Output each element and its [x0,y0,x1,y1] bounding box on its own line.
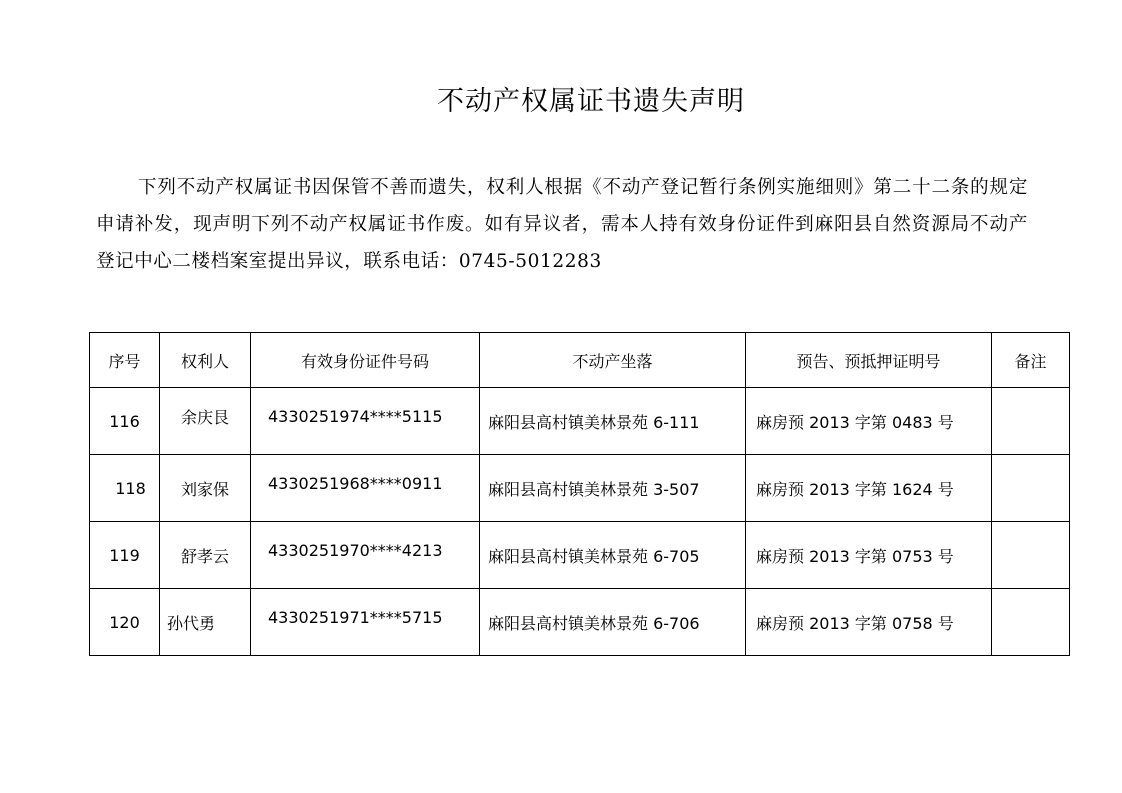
cell-note [992,455,1070,522]
cell-location [480,589,746,656]
header-note: 备注 [992,333,1070,388]
cell-id-number [251,589,480,656]
cell-id-number [251,522,480,589]
table-row [90,522,1070,589]
cell-location [480,522,746,589]
cell-id-number-text: 4330251968****0911 [268,473,443,493]
cell-id-number [251,455,480,522]
cell-id-number [251,388,480,455]
cell-seq [90,388,160,455]
cell-certificate [746,455,992,522]
cell-seq-text: 116 [109,411,140,431]
cell-certificate-text: 麻房预 2013 字第 0753 号 [756,546,954,566]
cell-certificate [746,589,992,656]
lost-certificate-table [89,332,1070,656]
cell-owner [160,455,251,522]
header-id-number: 有效身份证件号码 [251,333,480,388]
header-location: 不动产坐落 [480,333,746,388]
cell-certificate-text: 麻房预 2013 字第 1624 号 [756,479,954,499]
cell-note [992,388,1070,455]
cell-certificate-text: 麻房预 2013 字第 0483 号 [756,412,954,432]
header-seq: 序号 [90,333,160,388]
cell-note [992,522,1070,589]
header-certificate: 预告、预抵押证明号 [746,333,992,388]
cell-seq-text: 120 [109,612,140,632]
cell-id-number-text: 4330251974****5115 [268,406,443,426]
cell-owner [160,589,251,656]
cell-location [480,455,746,522]
cell-owner-text: 舒孝云 [180,546,229,566]
cell-location [480,388,746,455]
cell-owner-text: 孙代勇 [167,613,216,633]
table-row [90,388,1070,455]
cell-seq-text: 119 [109,545,140,565]
cell-certificate [746,388,992,455]
cell-certificate-text: 麻房预 2013 字第 0758 号 [756,613,954,633]
cell-seq [90,589,160,656]
notice-body: 下列不动产权属证书因保管不善而遗失，权利人根据《不动产登记暂行条例实施细则》第二十二条的规定申请补发，现声明下列不动产权属证书作废。如有异议者，需本人持有效身份证件到麻阳县自然资源局不动产登记中心二楼档案室提出异议，联系电话：0745-5012283 [96,177,1028,272]
cell-owner [160,388,251,455]
cell-owner [160,522,251,589]
cell-owner-text: 刘家保 [180,479,229,499]
document-title: 不动产权属证书遗失声明 [437,86,745,117]
table-row [90,455,1070,522]
cell-location-text: 麻阳县高村镇美林景苑 6-111 [488,412,700,432]
table-header-row [90,333,1070,388]
cell-id-number-text: 4330251971****5715 [268,607,443,627]
lost-certificate-table-container [89,332,1070,656]
cell-location-text: 麻阳县高村镇美林景苑 3-507 [488,479,700,499]
cell-location-text: 麻阳县高村镇美林景苑 6-706 [488,613,700,633]
cell-seq [90,522,160,589]
table-row [90,589,1070,656]
cell-certificate [746,522,992,589]
cell-location-text: 麻阳县高村镇美林景苑 6-705 [488,546,700,566]
cell-note [992,589,1070,656]
cell-owner-text: 余庆艮 [180,407,229,427]
cell-seq-text: 118 [115,478,146,498]
cell-seq [90,455,160,522]
cell-id-number-text: 4330251970****4213 [268,540,443,560]
header-owner: 权利人 [160,333,251,388]
